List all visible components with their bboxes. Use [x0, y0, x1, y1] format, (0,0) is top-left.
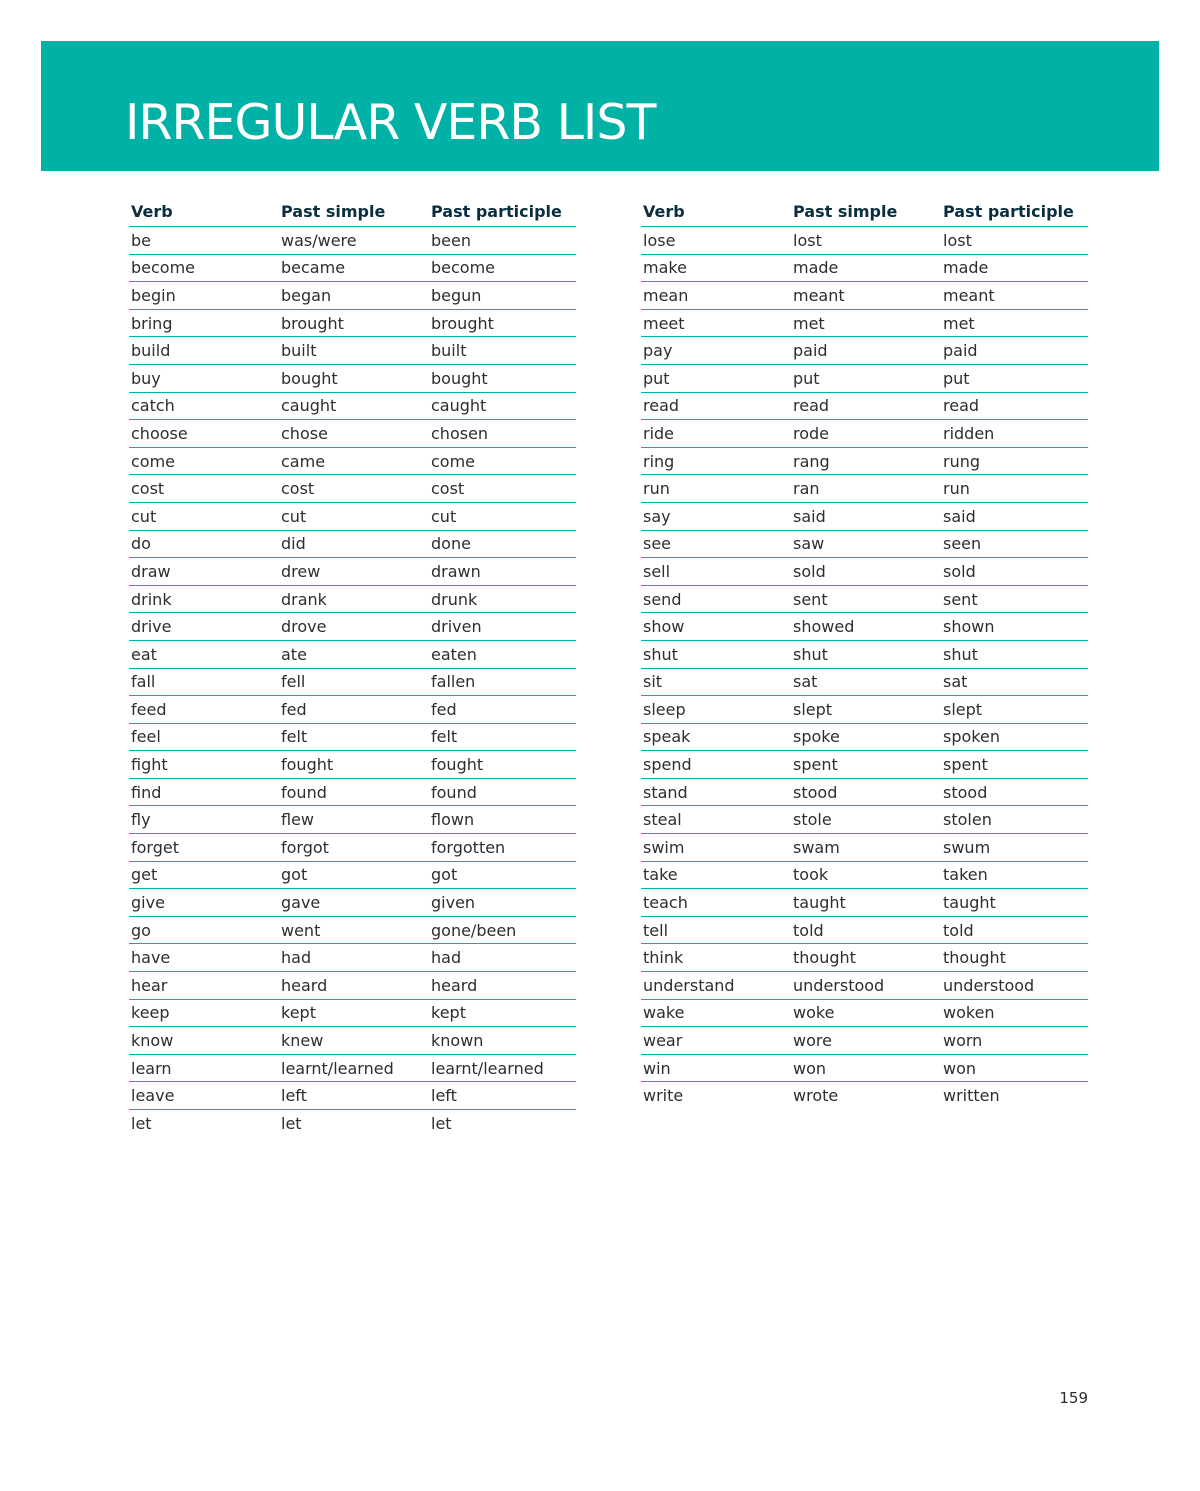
- past-participle-cell: sat: [941, 668, 1088, 696]
- verb-cell: pay: [641, 337, 791, 365]
- past-simple-cell: became: [279, 254, 429, 282]
- past-simple-cell: taught: [791, 889, 941, 917]
- verb-cell: lose: [641, 227, 791, 255]
- verb-cell: know: [129, 1027, 279, 1055]
- past-simple-cell: did: [279, 530, 429, 558]
- table-row: [129, 447, 576, 475]
- table-row: [641, 972, 1088, 1000]
- table-row: [129, 1054, 576, 1082]
- past-participle-cell: found: [429, 778, 576, 806]
- table-row: [641, 392, 1088, 420]
- past-simple-cell: was/were: [279, 227, 429, 255]
- verb-cell: cut: [129, 502, 279, 530]
- verb-cell: choose: [129, 420, 279, 448]
- table-row: [641, 420, 1088, 448]
- table-row: [641, 861, 1088, 889]
- past-participle-cell: heard: [429, 972, 576, 1000]
- table-row: [641, 640, 1088, 668]
- table-row: [641, 558, 1088, 586]
- verb-cell: read: [641, 392, 791, 420]
- past-participle-cell: caught: [429, 392, 576, 420]
- past-participle-cell: taken: [941, 861, 1088, 889]
- table-row: [129, 392, 576, 420]
- past-simple-cell: paid: [791, 337, 941, 365]
- past-simple-cell: left: [279, 1082, 429, 1110]
- table-row: [641, 337, 1088, 365]
- table-row: [129, 696, 576, 724]
- table-row: [129, 420, 576, 448]
- verb-cell: keep: [129, 999, 279, 1027]
- verb-cell: do: [129, 530, 279, 558]
- past-participle-cell: done: [429, 530, 576, 558]
- verb-cell: win: [641, 1054, 791, 1082]
- past-simple-cell: thought: [791, 944, 941, 972]
- verb-cell: eat: [129, 640, 279, 668]
- past-simple-cell: began: [279, 282, 429, 310]
- verb-cell: send: [641, 585, 791, 613]
- verb-cell: begin: [129, 282, 279, 310]
- verb-cell: sleep: [641, 696, 791, 724]
- verb-table-left-body: [129, 227, 576, 1137]
- table-row: [129, 1110, 576, 1137]
- past-participle-cell: drawn: [429, 558, 576, 586]
- past-simple-cell: found: [279, 778, 429, 806]
- table-row: [641, 475, 1088, 503]
- past-participle-cell: chosen: [429, 420, 576, 448]
- table-row: [641, 806, 1088, 834]
- past-participle-cell: built: [429, 337, 576, 365]
- past-simple-cell: saw: [791, 530, 941, 558]
- table-row: [129, 364, 576, 392]
- table-row: [641, 585, 1088, 613]
- past-participle-cell: left: [429, 1082, 576, 1110]
- past-simple-cell: spoke: [791, 723, 941, 751]
- verb-cell: write: [643, 1086, 684, 1106]
- past-participle-cell: seen: [941, 530, 1088, 558]
- past-participle-cell: spoken: [941, 723, 1088, 751]
- past-participle-cell: spent: [941, 751, 1088, 779]
- past-participle-cell: flown: [429, 806, 576, 834]
- past-participle-cell: forgotten: [429, 834, 576, 862]
- past-participle-cell: cut: [429, 502, 576, 530]
- past-simple-cell: read: [791, 392, 941, 420]
- past-simple-cell: sold: [791, 558, 941, 586]
- table-header-row: [129, 196, 576, 227]
- past-participle-cell: fought: [429, 751, 576, 779]
- past-participle-cell: come: [429, 447, 576, 475]
- past-simple-cell: told: [791, 916, 941, 944]
- verb-cell: swim: [641, 834, 791, 862]
- past-participle-cell: ridden: [941, 420, 1088, 448]
- past-participle-cell: become: [429, 254, 576, 282]
- verb-cell: think: [641, 944, 791, 972]
- table-row: [129, 834, 576, 862]
- table-row: [641, 613, 1088, 641]
- past-simple-cell: shut: [791, 640, 941, 668]
- verb-cell: sell: [641, 558, 791, 586]
- past-participle-cell: meant: [941, 282, 1088, 310]
- table-row: [641, 1082, 1088, 1109]
- table-row: [641, 999, 1088, 1027]
- verb-cell: find: [129, 778, 279, 806]
- past-simple-cell: heard: [279, 972, 429, 1000]
- table-row: [129, 475, 576, 503]
- table-row: [641, 1027, 1088, 1055]
- column-header-past-simple: Past simple: [791, 196, 941, 227]
- past-simple-cell: caught: [279, 392, 429, 420]
- verb-cell: understand: [641, 972, 791, 1000]
- past-participle-cell: slept: [941, 696, 1088, 724]
- table-row: [129, 282, 576, 310]
- table-row: [129, 585, 576, 613]
- verb-cell: show: [641, 613, 791, 641]
- past-simple-cell: spent: [791, 751, 941, 779]
- past-simple-cell: got: [279, 861, 429, 889]
- past-participle-cell: fed: [429, 696, 576, 724]
- past-simple-cell: ran: [791, 475, 941, 503]
- table-row: [129, 889, 576, 917]
- verb-cell: have: [129, 944, 279, 972]
- table-row: [641, 751, 1088, 779]
- verb-cell: drink: [129, 585, 279, 613]
- past-participle-cell: stolen: [941, 806, 1088, 834]
- verb-cell: make: [641, 254, 791, 282]
- past-simple-cell: won: [791, 1054, 941, 1082]
- past-simple-cell: showed: [791, 613, 941, 641]
- table-row: [641, 889, 1088, 917]
- table-row: [129, 999, 576, 1027]
- table-row: [129, 1027, 576, 1055]
- past-participle-cell: stood: [941, 778, 1088, 806]
- table-row: [641, 364, 1088, 392]
- table-row: [129, 558, 576, 586]
- past-participle-cell: read: [941, 392, 1088, 420]
- past-simple-cell: slept: [791, 696, 941, 724]
- past-simple-cell: learnt/learned: [279, 1054, 429, 1082]
- past-participle-cell: put: [941, 364, 1088, 392]
- table-row: [641, 530, 1088, 558]
- past-simple-cell: made: [791, 254, 941, 282]
- past-simple-cell: met: [791, 309, 941, 337]
- column-header-past-participle: Past participle: [941, 196, 1088, 227]
- table-row: [129, 530, 576, 558]
- table-row: [129, 944, 576, 972]
- past-simple-cell: stole: [791, 806, 941, 834]
- past-participle-cell: run: [941, 475, 1088, 503]
- title-banner: [41, 41, 1159, 171]
- page-number: 159: [1059, 1389, 1088, 1407]
- verb-cell: speak: [641, 723, 791, 751]
- past-simple-cell: drove: [279, 613, 429, 641]
- past-simple-cell: kept: [279, 999, 429, 1027]
- table-row: [129, 916, 576, 944]
- verb-cell: see: [641, 530, 791, 558]
- past-simple-cell: went: [279, 916, 429, 944]
- verb-cell: shut: [641, 640, 791, 668]
- verb-cell: fight: [129, 751, 279, 779]
- verb-cell: feel: [129, 723, 279, 751]
- table-row: [129, 861, 576, 889]
- verb-cell: take: [641, 861, 791, 889]
- table-row: [129, 972, 576, 1000]
- verb-cell: wear: [641, 1027, 791, 1055]
- table-row: [129, 806, 576, 834]
- past-simple-cell: swam: [791, 834, 941, 862]
- verb-cell: put: [641, 364, 791, 392]
- verb-cell: catch: [129, 392, 279, 420]
- past-simple-cell: knew: [279, 1027, 429, 1055]
- past-simple-cell: fought: [279, 751, 429, 779]
- past-simple-cell: had: [279, 944, 429, 972]
- verb-cell: be: [129, 227, 279, 255]
- verb-cell: tell: [641, 916, 791, 944]
- past-participle-cell: had: [429, 944, 576, 972]
- table-row: [129, 640, 576, 668]
- verb-cell: ride: [641, 420, 791, 448]
- table-row: [129, 337, 576, 365]
- past-simple-cell: rode: [791, 420, 941, 448]
- past-simple-cell: rang: [791, 447, 941, 475]
- table-row: [129, 254, 576, 282]
- past-participle-cell: brought: [429, 309, 576, 337]
- past-simple-cell: woke: [791, 999, 941, 1027]
- past-simple-cell: forgot: [279, 834, 429, 862]
- page-title: IRREGULAR VERB LIST: [125, 94, 656, 151]
- past-simple-cell: drew: [279, 558, 429, 586]
- verb-cell: hear: [129, 972, 279, 1000]
- past-participle-cell: gone/been: [429, 916, 576, 944]
- past-simple-cell: felt: [279, 723, 429, 751]
- past-participle-cell: begun: [429, 282, 576, 310]
- past-participle-cell: shown: [941, 613, 1088, 641]
- past-simple-cell: drank: [279, 585, 429, 613]
- table-row: [641, 227, 1088, 255]
- verb-cell: feed: [129, 696, 279, 724]
- past-simple-cell: ate: [279, 640, 429, 668]
- verb-cell: forget: [129, 834, 279, 862]
- past-simple-cell: lost: [791, 227, 941, 255]
- table-row: [641, 723, 1088, 751]
- past-simple-cell: fell: [279, 668, 429, 696]
- verb-cell: steal: [641, 806, 791, 834]
- past-simple-cell: took: [791, 861, 941, 889]
- verb-cell: get: [129, 861, 279, 889]
- verb-cell: ring: [641, 447, 791, 475]
- verb-cell: go: [129, 916, 279, 944]
- table-row: [129, 751, 576, 779]
- verb-cell: sit: [641, 668, 791, 696]
- past-participle-cell: understood: [941, 972, 1088, 1000]
- column-header-past-simple: Past simple: [279, 196, 429, 227]
- past-simple-cell: came: [279, 447, 429, 475]
- past-simple-cell: let: [281, 1113, 302, 1133]
- table-row: [641, 1054, 1088, 1082]
- verb-cell: come: [129, 447, 279, 475]
- verb-cell: draw: [129, 558, 279, 586]
- verb-cell: wake: [641, 999, 791, 1027]
- column-header-verb: Verb: [129, 196, 279, 227]
- verb-cell: let: [131, 1113, 152, 1133]
- past-participle-cell: drunk: [429, 585, 576, 613]
- past-simple-cell: stood: [791, 778, 941, 806]
- past-participle-cell: learnt/learned: [429, 1054, 576, 1082]
- verb-cell: give: [129, 889, 279, 917]
- past-participle-cell: thought: [941, 944, 1088, 972]
- past-simple-cell: cut: [279, 502, 429, 530]
- past-participle-cell: taught: [941, 889, 1088, 917]
- verb-cell: fly: [129, 806, 279, 834]
- verb-cell: say: [641, 502, 791, 530]
- table-row: [129, 309, 576, 337]
- past-participle-cell: given: [429, 889, 576, 917]
- past-simple-cell: fed: [279, 696, 429, 724]
- verb-cell: learn: [129, 1054, 279, 1082]
- past-participle-cell: said: [941, 502, 1088, 530]
- past-participle-cell: worn: [941, 1027, 1088, 1055]
- past-simple-cell: chose: [279, 420, 429, 448]
- past-participle-cell: cost: [429, 475, 576, 503]
- table-row: [641, 282, 1088, 310]
- past-participle-cell: shut: [941, 640, 1088, 668]
- verb-cell: teach: [641, 889, 791, 917]
- past-participle-cell: made: [941, 254, 1088, 282]
- past-participle-cell: woken: [941, 999, 1088, 1027]
- verb-cell: cost: [129, 475, 279, 503]
- past-participle-cell: let: [431, 1113, 452, 1133]
- verb-cell: drive: [129, 613, 279, 641]
- past-participle-cell: won: [941, 1054, 1088, 1082]
- past-simple-cell: sat: [791, 668, 941, 696]
- table-header-row: [641, 196, 1088, 227]
- verb-cell: build: [129, 337, 279, 365]
- past-participle-cell: told: [941, 916, 1088, 944]
- verb-cell: stand: [641, 778, 791, 806]
- past-simple-cell: built: [279, 337, 429, 365]
- table-row: [129, 613, 576, 641]
- verb-cell: buy: [129, 364, 279, 392]
- past-participle-cell: known: [429, 1027, 576, 1055]
- past-participle-cell: got: [429, 861, 576, 889]
- past-participle-cell: eaten: [429, 640, 576, 668]
- past-participle-cell: bought: [429, 364, 576, 392]
- past-participle-cell: sold: [941, 558, 1088, 586]
- past-participle-cell: paid: [941, 337, 1088, 365]
- table-row: [641, 778, 1088, 806]
- verb-cell: fall: [129, 668, 279, 696]
- table-row: [129, 227, 576, 255]
- past-participle-cell: been: [429, 227, 576, 255]
- past-participle-cell: sent: [941, 585, 1088, 613]
- verb-cell: become: [129, 254, 279, 282]
- table-row: [641, 944, 1088, 972]
- past-simple-cell: brought: [279, 309, 429, 337]
- table-row: [129, 1082, 576, 1110]
- table-row: [641, 502, 1088, 530]
- past-simple-cell: bought: [279, 364, 429, 392]
- table-row: [641, 696, 1088, 724]
- table-row: [641, 916, 1088, 944]
- past-simple-cell: wrote: [793, 1086, 839, 1106]
- past-simple-cell: meant: [791, 282, 941, 310]
- verb-table-right: [641, 196, 1088, 1109]
- past-simple-cell: gave: [279, 889, 429, 917]
- table-row: [129, 723, 576, 751]
- table-row: [641, 309, 1088, 337]
- verb-table-left: [129, 196, 576, 1137]
- past-participle-cell: swum: [941, 834, 1088, 862]
- table-row: [641, 254, 1088, 282]
- past-simple-cell: cost: [279, 475, 429, 503]
- past-simple-cell: said: [791, 502, 941, 530]
- table-row: [641, 447, 1088, 475]
- table-row: [129, 778, 576, 806]
- past-participle-cell: met: [941, 309, 1088, 337]
- verb-table-right-body: [641, 227, 1088, 1110]
- past-participle-cell: rung: [941, 447, 1088, 475]
- past-participle-cell: lost: [941, 227, 1088, 255]
- past-participle-cell: driven: [429, 613, 576, 641]
- table-row: [641, 668, 1088, 696]
- past-simple-cell: flew: [279, 806, 429, 834]
- past-simple-cell: sent: [791, 585, 941, 613]
- table-row: [641, 834, 1088, 862]
- column-header-past-participle: Past participle: [429, 196, 576, 227]
- past-simple-cell: understood: [791, 972, 941, 1000]
- past-simple-cell: wore: [791, 1027, 941, 1055]
- table-row: [129, 502, 576, 530]
- table-row: [129, 668, 576, 696]
- past-participle-cell: written: [943, 1086, 1000, 1106]
- past-simple-cell: put: [791, 364, 941, 392]
- verb-cell: bring: [129, 309, 279, 337]
- verb-cell: run: [641, 475, 791, 503]
- past-participle-cell: kept: [429, 999, 576, 1027]
- past-participle-cell: felt: [429, 723, 576, 751]
- verb-cell: spend: [641, 751, 791, 779]
- column-header-verb: Verb: [641, 196, 791, 227]
- verb-cell: mean: [641, 282, 791, 310]
- verb-cell: leave: [129, 1082, 279, 1110]
- verb-cell: meet: [641, 309, 791, 337]
- past-participle-cell: fallen: [429, 668, 576, 696]
